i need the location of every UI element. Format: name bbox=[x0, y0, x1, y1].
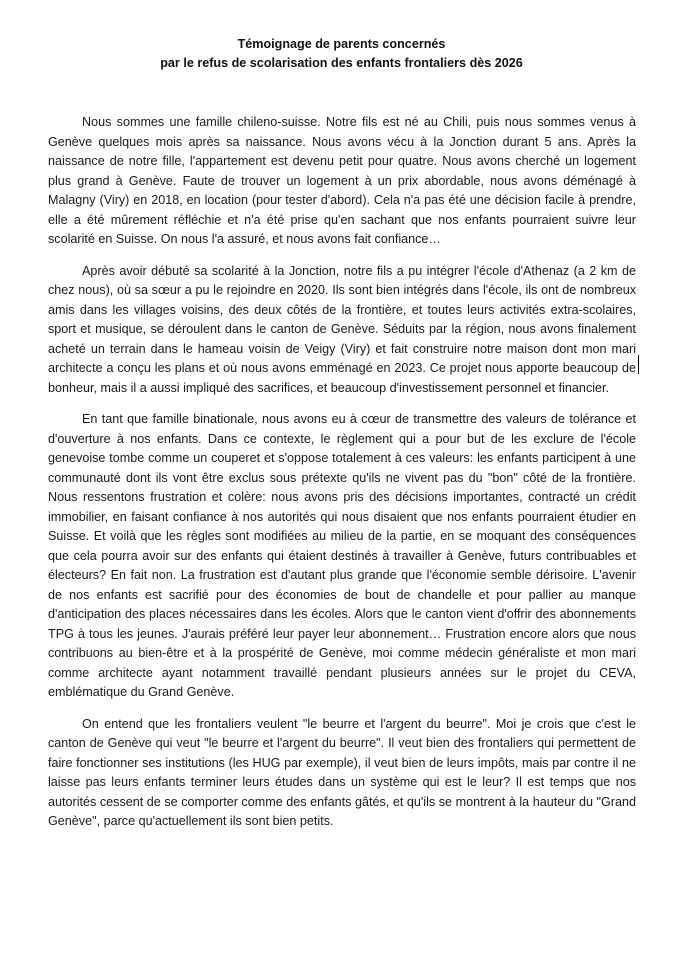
title-line-2: par le refus de scolarisation des enfants frontaliers dès 2026 bbox=[160, 55, 523, 70]
paragraph-4: On entend que les frontaliers veulent "le beurre et l'argent du beurre". Moi je crois que c'est le canton de Genève qui veut "le beurre et l'argent du beurre". Il veut bien des frontaliers qui permettent de faire fonctionner ses institutions (les HUG par exemple), il veut bien de leurs impôts, mais par contre il ne laisse pas leurs enfants terminer leurs études dans un système qui est le leur? Il est temps que nos autorités cessent de se comporter comme des enfants gâtés, et qu'ils se montrent à la hauteur du "Grand Genève", parce qu'actuellement ils sont bien petits. bbox=[48, 716, 636, 828]
document-body[interactable] bbox=[48, 113, 636, 844]
text-cursor bbox=[638, 355, 639, 374]
paragraph-3: En tant que famille binationale, nous avons eu à cœur de transmettre des valeurs de tolérance et d'ouverture à nos enfants. Dans ce contexte, le règlement qui a pour but de les exclure de l'école genevoise tombe comme un couperet et s'oppose totalement à ces valeurs: les enfants participent à une communauté dont ils vont être exclus sous prétexte qu'ils ne vivent pas du "bon" côté de la frontière. Nous ressentons frustration et colère: nous avons pris des décisions importantes, contracté un crédit immobilier, en faisant confiance à nos autorités qui nous disaient que nos enfants pourraient étudier en Suisse. Et voilà que les règles sont modifiées au milieu de la partie, en se moquant des conséquences que cela pourra avoir sur des enfants qui étaient destinés à travailler à Genève, futurs contribuables et électeurs? En fait non. La frustration est d'autant plus grande que l'économie semble dérisoire. L'avenir de nos enfants est sacrifié pour des économies de bout de chandelle et pour pallier au manque d'anticipation des places nécessaires dans les écoles. Alors que le canton vient d'offrir des abonnements TPG à tous les jeunes. J'aurais préféré leur payer leur abonnement… Frustration encore alors que nous contribuons au bien-être et à la prospérité de Genève, moi comme médecin généraliste et mon mari comme architecte ayant notamment travaillé pendant plusieurs années sur le projet du CEVA, emblématique du Grand Genève. bbox=[48, 412, 636, 699]
paragraph-1: Nous sommes une famille chileno-suisse. Notre fils est né au Chili, puis nous sommes venus à Genève quelques mois après sa naissance. Nous avons vécu à la Jonction durant 5 ans. Après la naissance de notre fille, l'appartement est devenu petit pour quatre. Nous avons cherché un logement plus grand à Genève. Faute de trouver un logement à un prix abordable, nous avons déménagé à Malagny (Viry) en 2018, en location (pour tester d'abord). Cela n'a pas été une décision facile à prendre, elle a été mûrement réfléchie et n'a été prise qu'en sachant que nos enfants pourraient suivre leur scolarité en Suisse. On nous l'a assuré, et nous avons fait confiance… bbox=[48, 115, 636, 246]
title-line-1: Témoignage de parents concernés bbox=[237, 37, 446, 51]
paragraph-2: Après avoir débuté sa scolarité à la Jonction, notre fils a pu intégrer l'école d'Athenaz (a 2 km de chez nous), où sa sœur a pu le rejoindre en 2020. Ils sont bien intégrés dans l'école, ils ont de nombreux amis dans les villages voisins, des deux côtés de la frontière, et toutes leurs activités extra-scolaires, sport et musique, se déroulent dans le canton de Genève. Séduits par la région, nous avons finalement acheté un terrain dans le hameau voisin de Veigy (Viry) et fait construire notre maison dont mon mari architecte a conçu les plans et où nous avons emménagé en 2023. Ce projet nous apporte beaucoup de bonheur, mais il a aussi impliqué des sacrifices, et beaucoup d'investissement personnel et financier. bbox=[48, 263, 636, 395]
document-title bbox=[0, 35, 683, 72]
